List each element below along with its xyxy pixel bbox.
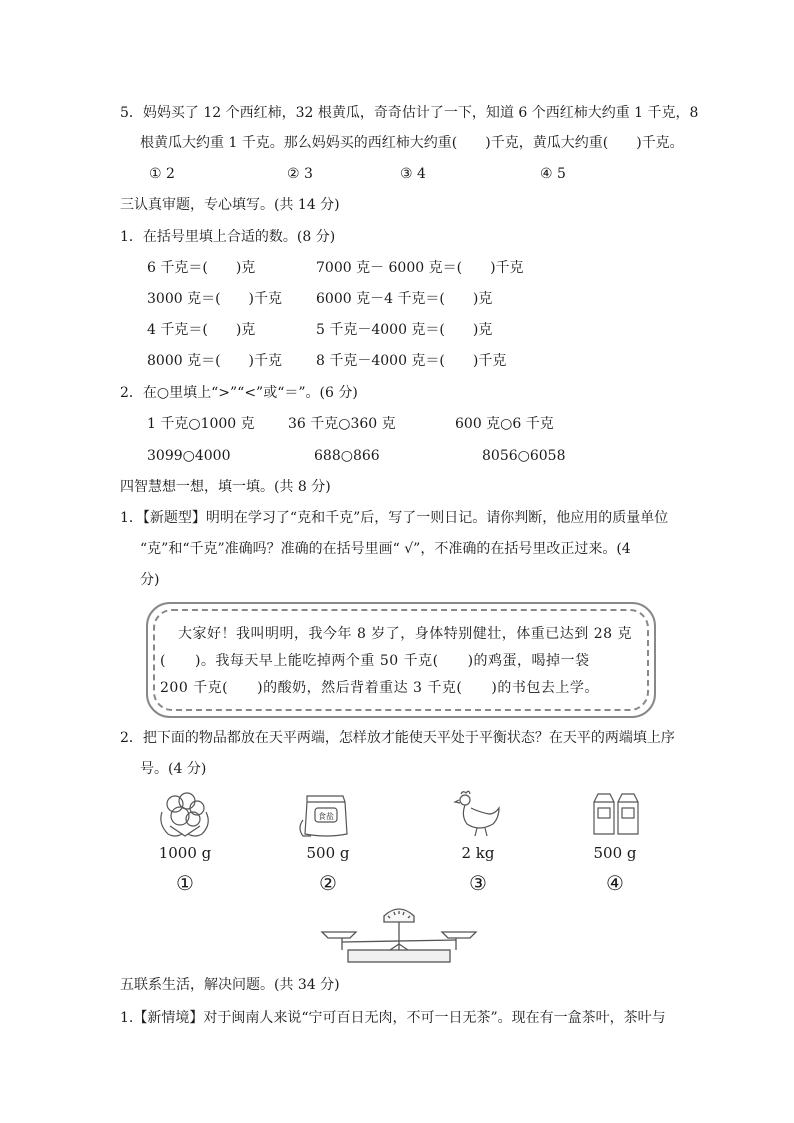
q5-option-3: ③ 4 [400,166,426,182]
diary-line-1: 大家好！我叫明明，我今年 8 岁了，身体特别健壮，体重已达到 28 克 [178,626,633,642]
s4-q2-line1: 2．把下面的物品都放在天平两端，怎样放才能使天平处于平衡状态？在天平的两端填上序 [120,730,675,746]
q5-line2: 根黄瓜大约重 1 千克。那么妈妈买的西红柿大约重( )千克，黄瓜大约重( )千克。 [140,135,684,151]
section5-title: 五联系生活，解决问题。(共 34 分) [120,977,340,993]
cauliflower-icon [140,790,230,840]
s3-q1-r1-right: 7000 克－ 6000 克＝( )千克 [316,260,524,276]
q5-line1: 5．妈妈买了 12 个西红柿，32 根黄瓜，奇奇估计了一下，知道 6 个西红柿大约重 1 千克，8 [120,105,699,121]
section3-title: 三认真审题，专心填写。(共 14 分) [120,197,340,213]
q5-option-1: ① 2 [149,166,175,182]
s4-q1-line3: 分) [140,572,160,588]
s4-q1-line1: 1．【新题型】明明在学习了“克和千克”后，写了一则日记。请你判断，他应用的质量单位 [120,510,669,526]
s3-q2-r2-c1: 3099○4000 [147,448,231,464]
s3-q2-r1-c3: 600 克○6 千克 [455,416,554,432]
salt-bag-icon [283,790,373,840]
item-3-number: ③ [469,871,487,895]
diary-line-2: ( )。我每天早上能吃掉两个重 50 千克( )的鸡蛋，喝掉一袋 [160,653,590,669]
s3-q2-r1-c2: 36 千克○360 克 [288,416,396,432]
item-2-weight: 500 g [306,844,350,862]
s5-q1-line1: 1.【新情境】对于闽南人来说“宁可百日无肉，不可一日无茶”。现在有一盒茶叶，茶叶与 [120,1010,666,1026]
diary-line-3: 200 千克( )的酸奶，然后背着重达 3 千克( )的书包去上学。 [160,680,599,696]
s3-q1-r2-right: 6000 克－4 千克＝( )克 [316,291,493,307]
s3-q1-r4-right: 8 千克－4000 克＝( )千克 [316,353,507,369]
s3-q2-r2-c2: 688○866 [314,448,380,464]
s3-q1-title: 1．在括号里填上合适的数。(8 分) [120,229,336,245]
item-4-number: ④ [606,871,624,895]
s3-q2-r2-c3: 8056○6058 [482,448,566,464]
item-3-weight: 2 kg [461,844,495,862]
section4-title: 四智慧想一想，填一填。(共 8 分) [120,479,331,495]
s3-q1-r3-right: 5 千克－4000 克＝( )克 [316,322,493,338]
s3-q1-r2-left: 3000 克＝( )千克 [147,291,283,307]
q5-option-2: ② 3 [287,166,313,182]
item-1-number: ① [176,871,194,895]
svg-text:食盐: 食盐 [318,812,334,821]
item-2-number: ② [319,871,337,895]
s3-q2-title: 2．在○里填上“>”“<”或“＝”。(6 分) [120,385,358,401]
s3-q1-r4-left: 8000 克＝( )千克 [147,353,283,369]
s4-q2-line2: 号。(4 分) [140,761,207,777]
item-4-weight: 500 g [593,844,637,862]
milk-cartons-icon [570,790,660,840]
chicken-icon [433,788,523,840]
item-1-weight: 1000 g [158,844,212,862]
balance-scale-icon [318,906,480,966]
q5-option-4: ④ 5 [540,166,566,182]
s4-q1-line2: “克”和“千克”准确吗？准确的在括号里画“ √”，不准确的在括号里改正过来。(4 [140,541,631,557]
diary-box [146,602,656,718]
s3-q2-r1-c1: 1 千克○1000 克 [147,416,255,432]
s3-q1-r3-left: 4 千克＝( )克 [147,322,256,338]
s3-q1-r1-left: 6 千克＝( )克 [147,260,256,276]
